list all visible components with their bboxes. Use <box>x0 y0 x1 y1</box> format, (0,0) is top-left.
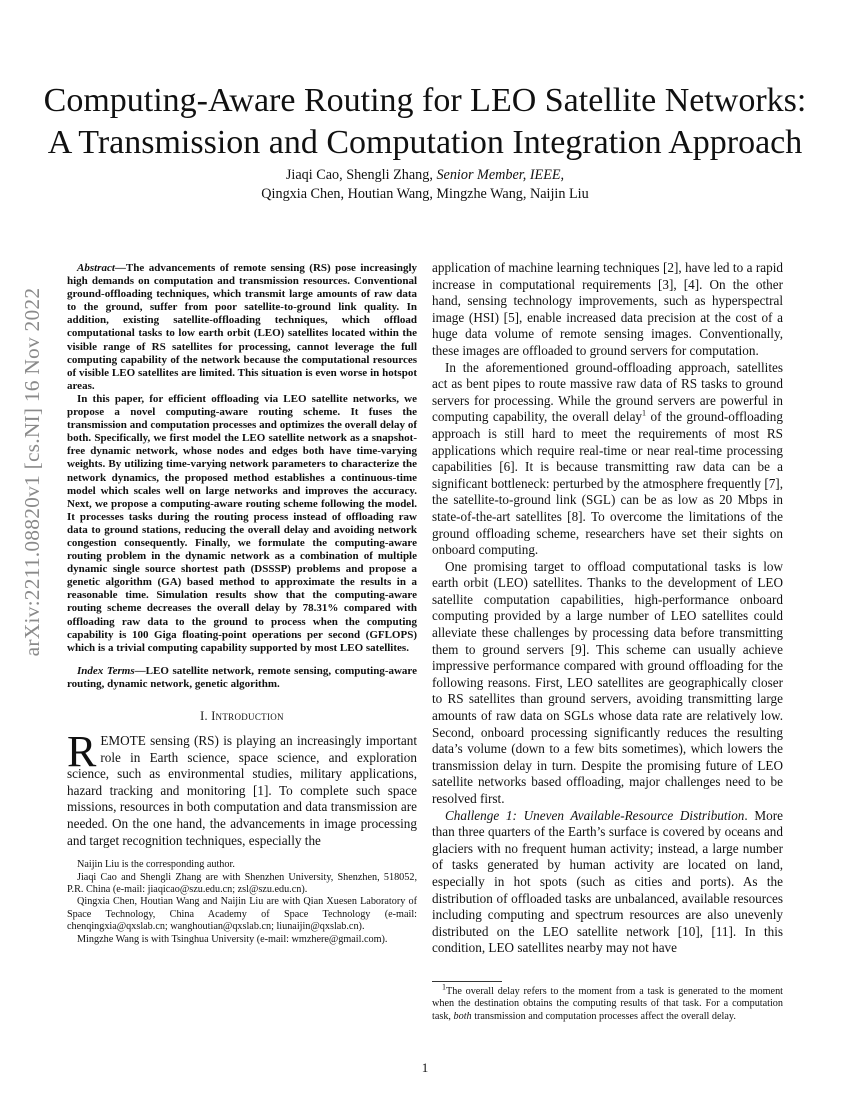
authors-line-2: Qingxia Chen, Houtian Wang, Mingzhe Wang, Naijin Liu <box>261 186 589 202</box>
right-text-4: . More than three quarters of the Earth’s surface is covered by oceans and glaciers with no frequent human activity; instead, a large number of tasks generated by human activity are located on land, especially in hot spots (such as cities and ports). As the distribution of offloaded tasks are unbalanced, available resources including computing and spectrum resources are also unevenly distributed on the LEO satellite network [10], [11]. In this condition, LEO satellites nearby may not have <box>432 807 783 956</box>
note-corresponding: Naijin Liu is the corresponding author. <box>77 859 235 871</box>
intro-text-1: sensing (RS) is playing an increasingly important role in Earth science, space science, and exploration science, such as environmental studies, military applications, hazard tracking and monitoring [1]. To complete such space missions, resources in both computation and data transmission are needed. On the one hand, the advancements in image processing and target recognition techniques, especially the <box>67 733 417 848</box>
section-title: Introduction <box>211 709 284 723</box>
footnote-text-a: The overall delay refers to the moment from a task is generated to the moment when the destination obtains the computing results of that task. For a computation task, <box>432 986 783 1022</box>
footnote <box>432 982 783 1023</box>
title-line-2: A Transmission and Computation Integration Approach <box>47 124 803 161</box>
section-heading-introduction <box>67 709 417 724</box>
drop-cap: R <box>67 727 97 776</box>
right-paragraph-3: One promising target to offload computational tasks is low earth orbit (LEO) satellites. Thanks to the development of LEO satellite computation capabilities, high-performance onboard computing provided by a large number of LEO satellites could alleviate these challenges by processing data before transmitting them to ground servers [9]. This scheme can usually achieve impressive performance compared with ground offloading for the following reasons. First, LEO satellites are geographically closer to RS satellites than ground servers, avoiding transmitting large amounts of raw data on SGLs whose data rate are relatively low. Second, onboard processing significantly reduces the resulting data’s volume (down to a few bits sometimes), which lowers the transmission delay in turn. Despite the promising future of LEO satellite networks based offloading, major challenges need to be resolved first. <box>432 558 783 806</box>
left-column <box>67 262 417 946</box>
intro-body <box>67 727 417 849</box>
abstract-label: Abstract <box>77 262 115 274</box>
footnote-text-b: transmission and computation processes affect the overall delay. <box>471 1010 736 1022</box>
footnote-emphasis: both <box>453 1010 472 1022</box>
footnote-ref: 1 <box>642 408 647 418</box>
footnote-mark: 1 <box>442 982 446 992</box>
intro-paragraph-1 <box>67 727 417 849</box>
note-affiliation-2: Qingxia Chen, Houtian Wang and Naijin Liu are with Qian Xuesen Laboratory of Space Technology, China Academy of Space Technology (e-mail: chenqingxia@qxslab.cn; wanghoutian@qxslab.cn; liunaijin@qxslab.cn). <box>67 896 417 933</box>
abstract-text-1: —The advancements of remote sensing (RS) pose increasingly high demands on computation and transmission resources. Conventional ground-offloading techniques, which transmit large amounts of raw data to the ground, suffer from poor satellite-to-ground link quality. In addition, existing satellite-offloading techniques, which offload computational tasks to low earth orbit (LEO) satellites located within the visible range of RS satellites for processing, cannot leverage the full computing capability of the network because the computational resources of visible LEO satellites are limited. This situation is even worse in hotspot areas. <box>67 262 417 392</box>
page-number: 1 <box>421 1060 429 1075</box>
right-column <box>432 260 783 957</box>
author-notes <box>67 859 417 946</box>
right-paragraph-2 <box>432 360 783 559</box>
right-text-2b: of the ground-offloading approach is still hard to meet the requirements of most RS applications which require real-time or near real-time processing capabilities [6]. It is because transmitting raw data can be a significant bottleneck: perturbed by the atmosphere frequently [7], the satellite-to-ground link (SGL) can be as low as 20 Mbps in state-of-the-art satellites [8]. To overcome the limitations of the ground offloading scheme, researchers have set their sights on onboard computing. <box>432 409 783 558</box>
author-list <box>0 166 850 204</box>
paper-title <box>0 80 850 164</box>
right-paragraph-1: application of machine learning techniques [2], have led to a rapid increase in computational requirements [3], [4]. On the other hand, sensing technology improvements, such as hyperspectral image (HSI) [5], enable increased data precision at the cost of a huge data volume of remote sensing images. Conventionally, these images are offloaded to ground servers for computation. <box>432 260 783 358</box>
right-paragraph-4 <box>432 808 783 957</box>
right-text-2a: In the aforementioned ground-offloading approach, satellites act as bent pipes to route massive raw data of RS tasks to ground servers for processing. While the ground servers are powerful in computing capability, the overall delay <box>432 359 783 425</box>
arxiv-stamp: arXiv:2211.08820v1 [cs.NI] 16 Nov 2022 <box>20 287 44 657</box>
note-affiliation-3: Mingzhe Wang is with Tsinghua University (e-mail: wmzhere@gmail.com). <box>77 933 388 945</box>
abstract-paragraph-2: In this paper, for efficient offloading via LEO satellite networks, we propose a novel computing-aware routing scheme. It fuses the transmission and computation processes and optimizes the overall delay of both. Specifically, we first model the LEO satellite network as a snapshot-free dynamic network, whose nodes and edges both have time-varying weights. By utilizing time-varying network parameters to characterize the network dynamics, the proposed method establishes a continuous-time model which scales well on large networks and improves the accuracy. Next, we propose a computing-aware routing scheme following the model. It processes tasks during the routing process instead of offloading raw data to ground stations, reducing the overall delay and avoiding network congestion consequently. Finally, we formulate the computing-aware routing problem in the dynamic network as a combination of multiple dynamic single source shortest path (DSSSP) problems and propose a genetic algorithm (GA) based method to approximate the results in a reasonable time. Simulation results show that the computing-aware routing scheme decreases the overall delay by 78.31% compared with offloading raw data to the ground to process when the computing capability is 100 Giga floating-point operations per second (GFLOPS) which is a trivial computing capability supported by most LEO satellites. <box>67 392 417 654</box>
intro-smallcaps: EMOTE <box>100 733 146 748</box>
title-line-1: Computing-Aware Routing for LEO Satellite Networks: <box>43 82 807 119</box>
index-terms-text: —LEO satellite network, remote sensing, computing-aware routing, dynamic network, genetic algorithm. <box>67 664 417 690</box>
abstract-paragraph-1 <box>67 262 417 393</box>
footnote-text <box>432 982 783 1023</box>
authors-names-1: Jiaqi Cao, Shengli Zhang, <box>285 167 437 183</box>
challenge-label: Challenge 1: Uneven Available-Resource Distribution <box>445 807 745 823</box>
index-terms <box>67 665 417 691</box>
index-terms-label: Index Terms <box>77 664 135 677</box>
section-number: I. <box>200 709 212 723</box>
note-affiliation-1: Jiaqi Cao and Shengli Zhang are with Shenzhen University, Shenzhen, 518052, P.R. China (e-mail: jiaqicao@szu.edu.cn; zsl@szu.edu.cn). <box>67 871 417 895</box>
abstract <box>67 262 417 655</box>
author-role: Senior Member, IEEE, <box>436 167 565 183</box>
authors-line-1 <box>0 166 850 185</box>
